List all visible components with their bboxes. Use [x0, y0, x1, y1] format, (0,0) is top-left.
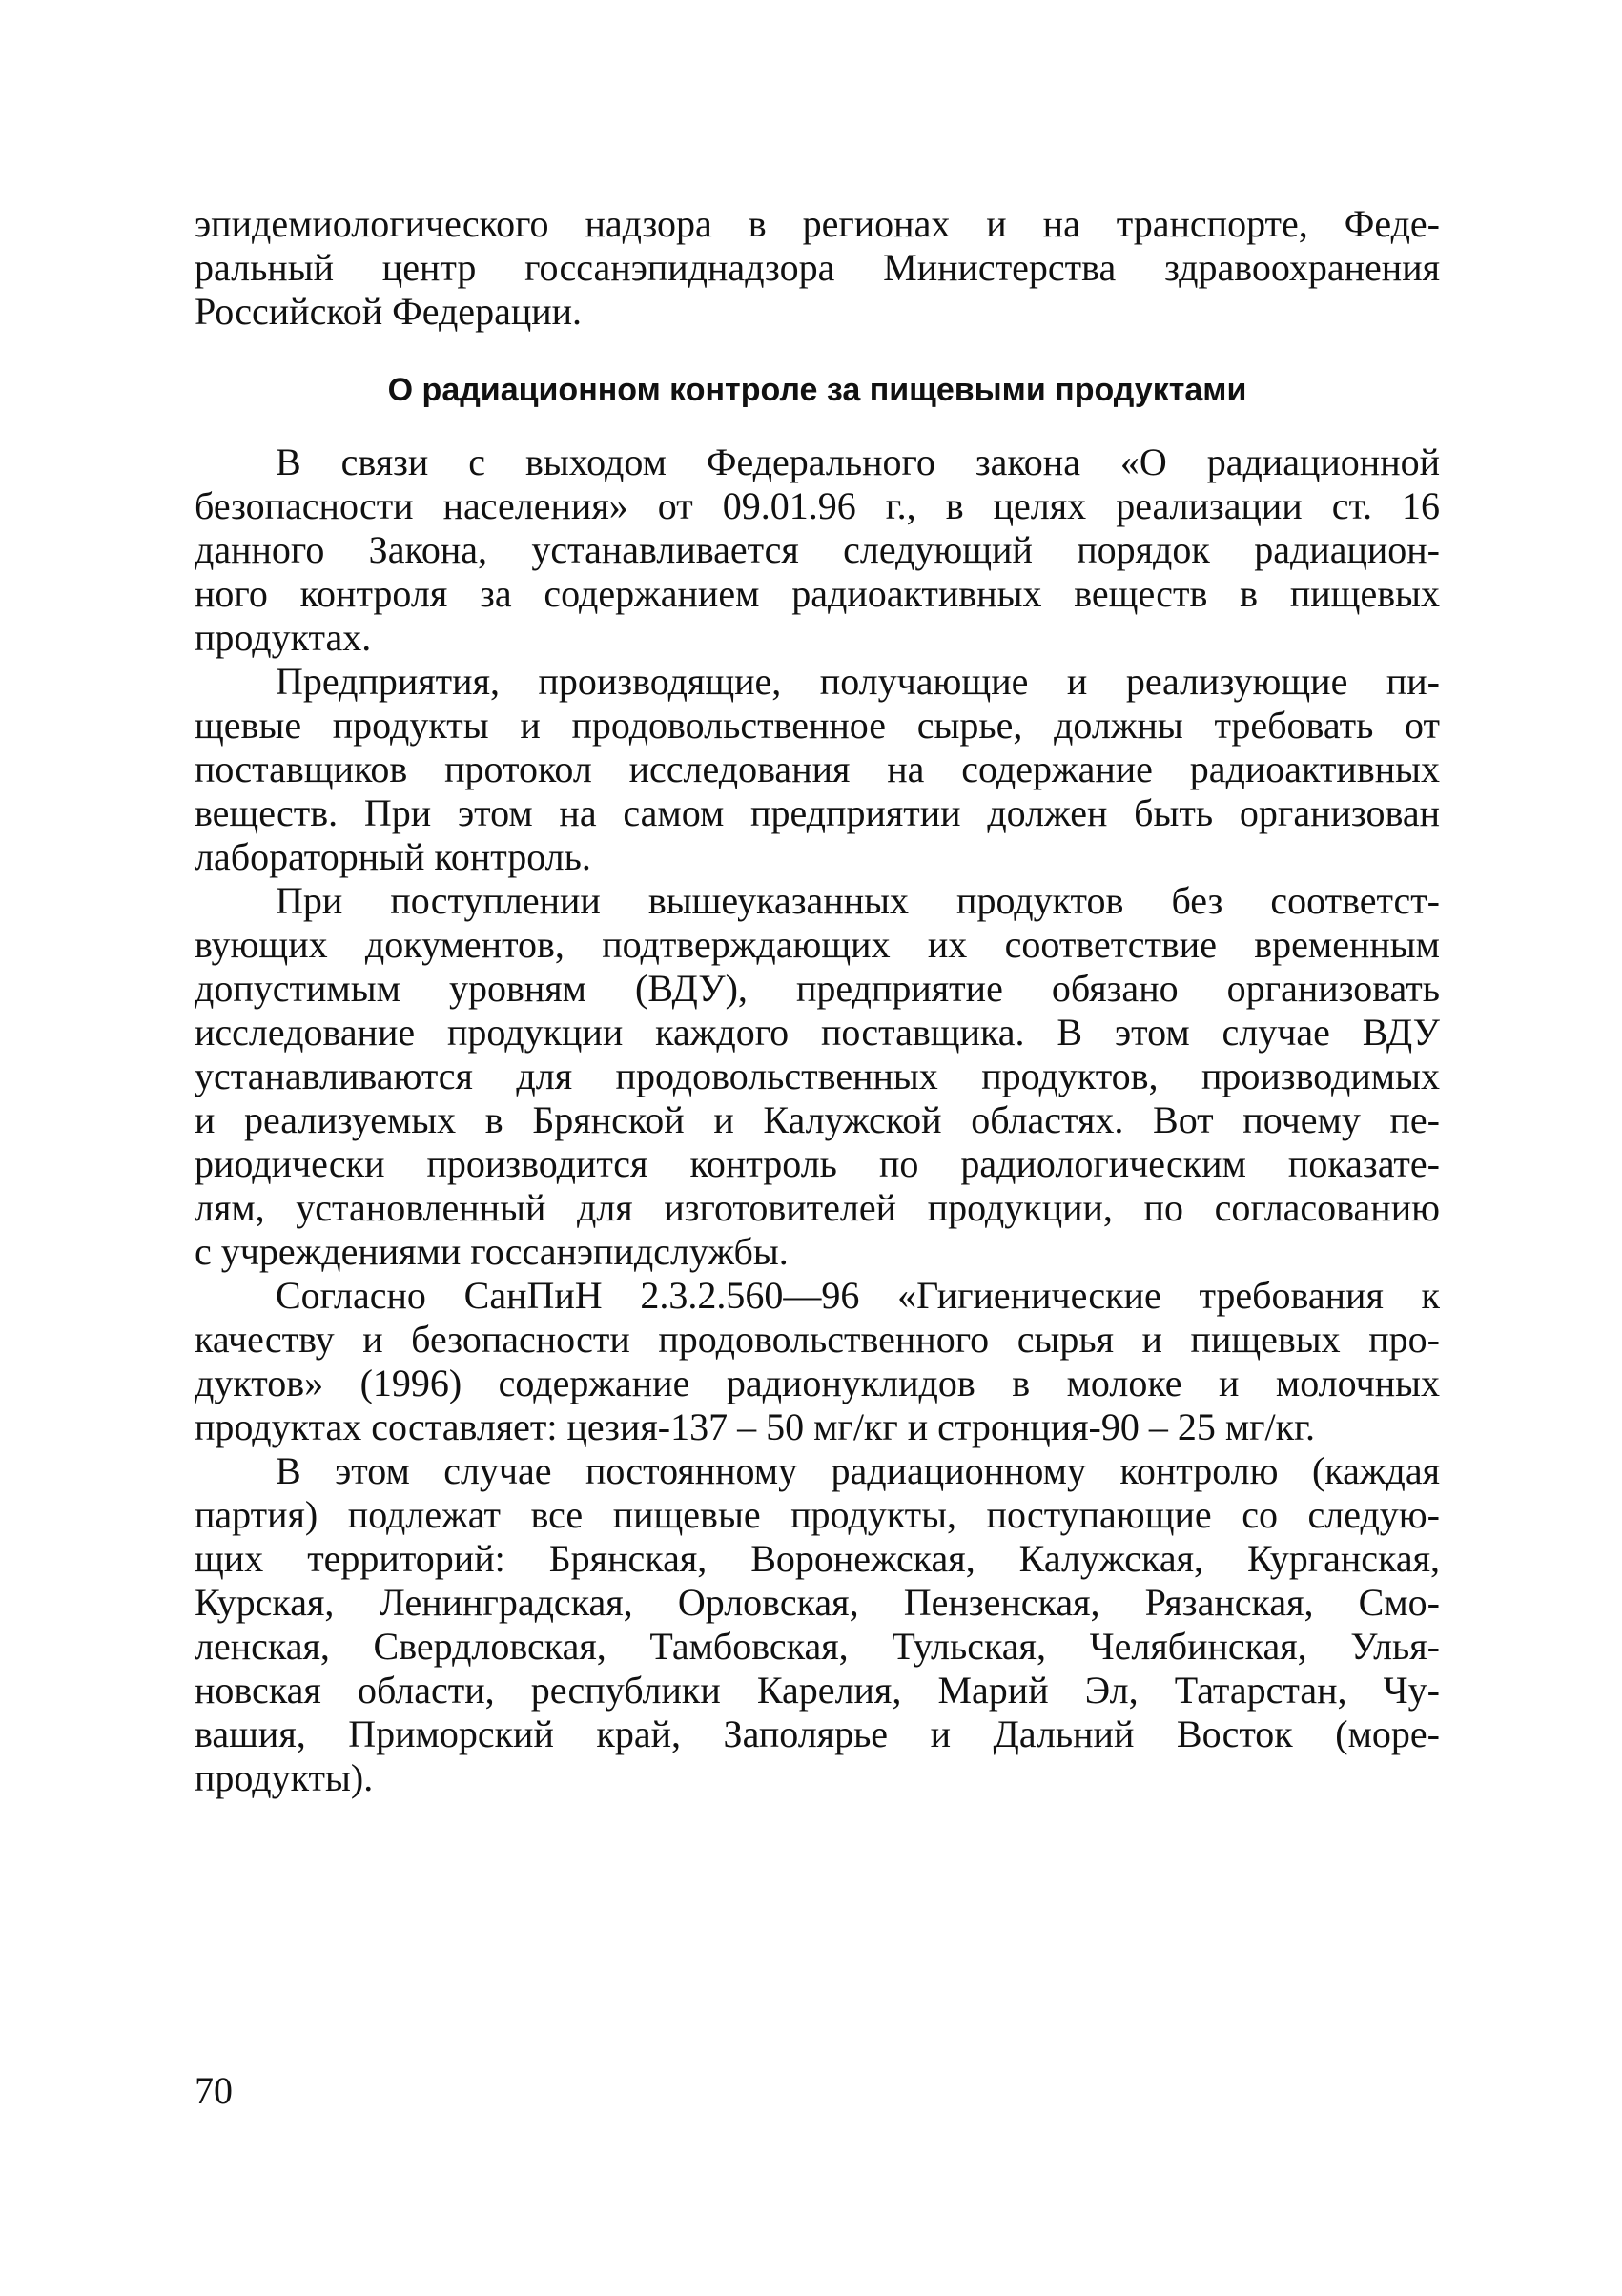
- text-line: вашия, Приморский край, Заполярье и Дальний Восток (море-: [195, 1712, 1440, 1755]
- text-line: с учреждениями госсанэпидслужбы.: [195, 1230, 789, 1273]
- text-line: новская области, республики Карелия, Марий Эл, Татарстан, Чу-: [195, 1669, 1440, 1712]
- text-line: щих территорий: Брянская, Воронежская, Калужская, Курганская,: [195, 1537, 1440, 1580]
- text-line: безопасности населения» от 09.01.96 г., в целях реализации ст. 16: [195, 484, 1440, 527]
- text-line: исследование продукции каждого поставщика. В этом случае ВДУ: [195, 1011, 1440, 1054]
- intro-paragraph: [195, 202, 1440, 334]
- text-line: данного Закона, устанавливается следующий порядок радиацион-: [195, 528, 1440, 571]
- text-line: партия) подлежат все пищевые продукты, поступающие со следую-: [195, 1493, 1440, 1536]
- text-line: щевые продукты и продовольственное сырье, должны требовать от: [195, 704, 1440, 747]
- text-line: В связи с выходом Федерального закона «О радиационной: [276, 441, 1440, 483]
- text-line: ральный центр госсанэпиднадзора Министерства здравоохранения: [195, 246, 1440, 289]
- text-line: При поступлении вышеуказанных продуктов без соответст-: [276, 879, 1440, 922]
- text-line: продукты).: [195, 1756, 374, 1799]
- text-line: продуктах составляет: цезия-137 – 50 мг/кг и стронция-90 – 25 мг/кг.: [195, 1405, 1315, 1448]
- text-line: веществ. При этом на самом предприятии должен быть организован: [195, 791, 1440, 834]
- page-number: 70: [195, 2069, 233, 2112]
- text-line: риодически производится контроль по радиологическим показате-: [195, 1142, 1440, 1185]
- text-line: эпидемиологического надзора в регионах и на транспорте, Феде-: [195, 202, 1440, 245]
- text-line: Российской Федерации.: [195, 290, 583, 333]
- text-line: поставщиков протокол исследования на содержание радиоактивных: [195, 748, 1440, 790]
- text-line: и реализуемых в Брянской и Калужской областях. Вот почему пе-: [195, 1098, 1440, 1141]
- text-line: Курская, Ленинградская, Орловская, Пензенская, Рязанская, Смо-: [195, 1581, 1440, 1624]
- text-line: Согласно СанПиН 2.3.2.560—96 «Гигиенические требования к: [276, 1274, 1440, 1317]
- text-line: устанавливаются для продовольственных продуктов, производимых: [195, 1055, 1440, 1097]
- text-line: Предприятия, производящие, получающие и реализующие пи-: [276, 660, 1440, 703]
- text-line: допустимым уровням (ВДУ), предприятие обязано организовать: [195, 967, 1440, 1010]
- section-body: [195, 441, 1440, 1800]
- text-line: В этом случае постоянному радиационному контролю (каждая: [276, 1449, 1440, 1492]
- text-line: ного контроля за содержанием радиоактивных веществ в пищевых: [195, 572, 1440, 615]
- text-line: ленская, Свердловская, Тамбовская, Тульская, Челябинская, Улья-: [195, 1625, 1440, 1668]
- text-line: лабораторный контроль.: [195, 835, 591, 878]
- text-line: лям, установленный для изготовителей продукции, по согласованию: [195, 1186, 1440, 1229]
- section-heading: О радиационном контроле за пищевыми продуктами: [387, 372, 1247, 408]
- text-line: продуктах.: [195, 616, 372, 659]
- text-line: вующих документов, подтверждающих их соответствие временным: [195, 923, 1440, 966]
- text-line: дуктов» (1996) содержание радионуклидов в молоке и молочных: [195, 1362, 1440, 1404]
- text-line: качеству и безопасности продовольственного сырья и пищевых про-: [195, 1318, 1440, 1361]
